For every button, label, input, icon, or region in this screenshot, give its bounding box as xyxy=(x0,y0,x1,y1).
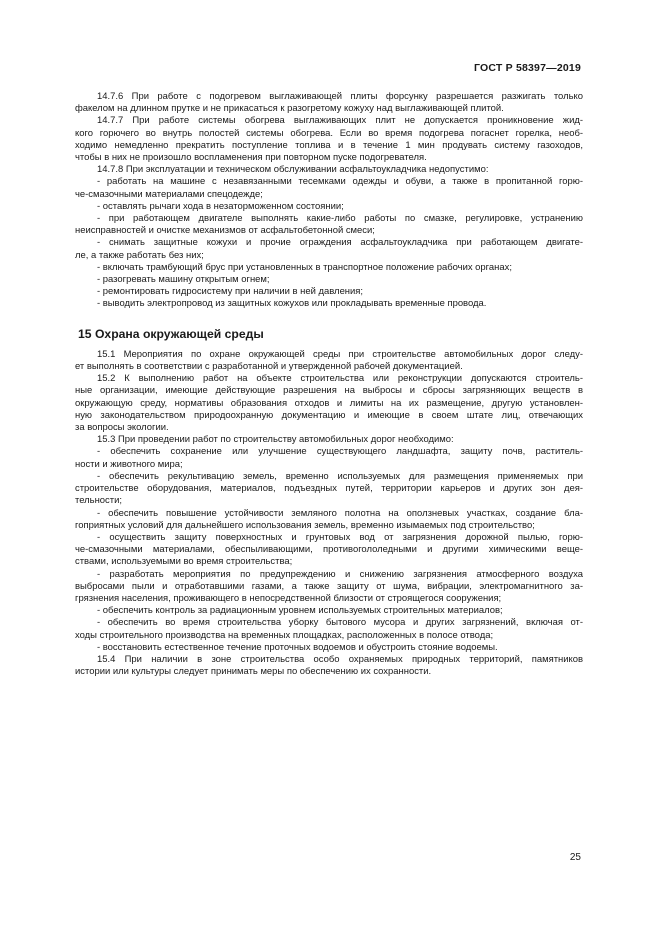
paragraph xyxy=(75,434,583,654)
text-line: 15.4 При наличии в зоне строительства особо охраняемых природных территорий, памятников xyxy=(97,653,583,665)
text-line: за вопросы экологии. xyxy=(75,422,169,434)
text-line: окружающую среду, нормативы образования отходов и лимиты на их размещение, другую установлен- xyxy=(75,397,583,409)
text-line: факелом на длинном прутке и не прикасаться к разогретому кожуху над выглаживающей плитой. xyxy=(75,103,504,115)
text-line: истории или культуры следует принимать меры по обеспечению их сохранности. xyxy=(75,666,432,678)
text-line: ности и животного мира; xyxy=(75,458,183,470)
text-line: - ремонтировать гидросистему при наличии в ней давления; xyxy=(97,286,364,298)
text-line: - разработать мероприятия по предупреждению и снижению загрязнения атмосферного воздуха xyxy=(97,568,583,580)
page-number: 25 xyxy=(569,852,581,863)
paragraph xyxy=(75,349,583,373)
text-line: чтобы в них не произошло воспламенения при повторном пуске подогревателя. xyxy=(75,152,427,164)
section-15-heading: 15 Охрана окружающей среды xyxy=(78,326,264,341)
text-line: выбросами пыли и отработавшими газами, а также защиту от шума, вибрации, электромагнитного за- xyxy=(75,580,583,592)
text-line: 15.1 Мероприятия по охране окружающей среды при строительстве автомобильных дорог следу- xyxy=(97,348,583,360)
text-line: 14.7.6 При работе с подогревом выглаживающей плиты форсунку разрешается разжигать только xyxy=(97,91,583,102)
text-line: - выводить электропровод из защитных кожухов или прокладывать временные провода. xyxy=(97,298,487,310)
paragraph xyxy=(75,164,583,310)
text-line: тельности; xyxy=(75,495,122,507)
text-line: ные организации, имеющие действующие разрешения на выбросы и сбросы загрязняющих веществ в xyxy=(75,385,583,397)
text-line: - обеспечить рекультивацию земель, временно используемых для размещения применяемых при xyxy=(97,470,583,482)
text-line: - обеспечить во время строительства уборку бытового мусора и других загрязнений, включая от- xyxy=(97,617,583,629)
text-line: - разогревать машину открытым огнем; xyxy=(97,274,270,286)
paragraph xyxy=(75,115,583,164)
text-line: че-смазочными материалами спецодежде; xyxy=(75,188,263,200)
text-line: ную законодательством природоохранную документацию и имеющие в своем штате лиц, отвечающих xyxy=(75,409,583,421)
text-line: - оставлять рычаги хода в незаторможенном состоянии; xyxy=(97,200,344,212)
text-line: неисправностей и очистке механизмов от асфальтобетонной смеси; xyxy=(75,225,375,237)
text-line: - снимать защитные кожухи и прочие ограждения асфальтоукладчика при работающем двигате- xyxy=(97,237,583,249)
text-line: ет выполнять в соответствии с разработанной и утвержденной рабочей документацией. xyxy=(75,361,463,373)
paragraph xyxy=(75,654,583,678)
text-line: ствами, используемыми во время строительства; xyxy=(75,556,293,568)
text-line: - восстановить естественное течение проточных водоемов и обустроить стояние водоемы. xyxy=(97,641,498,653)
document-body xyxy=(75,91,583,678)
text-line: гоприятных условий для дальнейшего использования земель, временно изымаемых под строительство; xyxy=(75,519,535,531)
text-line: ходимо немедленно прекратить поступление топлива и в течение 1 мин продувать систему газоходов, xyxy=(75,139,583,151)
section-15-body xyxy=(75,349,583,678)
text-line: - обеспечить повышение устойчивости земляного полотна на оползневых участках, создание бла- xyxy=(97,507,583,519)
text-line: кого горючего во внутрь полостей системы обогрева. Если во время подогрева погаснет горелка, необ- xyxy=(75,127,583,139)
text-line: - при работающем двигателе выполнять какие-либо работы по смазке, регулировке, устранению xyxy=(97,213,583,225)
text-line: - включать трамбующий брус при установленных в транспортное положение рабочих органах; xyxy=(97,261,512,273)
text-line: 15.2 К выполнению работ на объекте строительства или реконструкции допускаются строитель- xyxy=(97,373,583,385)
text-line: - обеспечить сохранение или улучшение существующего ландшафта, защиту почв, раститель- xyxy=(97,446,583,458)
text-line: ходы строительного производства на временных площадках, расположенных в полосе отвода; xyxy=(75,629,494,641)
text-line: 15.3 При проведении работ по строительству автомобильных дорог необходимо: xyxy=(97,434,454,446)
text-line: 14.7.8 При эксплуатации и техническом обслуживании асфальтоукладчика недопустимо: xyxy=(97,164,489,176)
paragraph xyxy=(75,373,583,434)
text-line: че-смазочными материалами, обеспыливающими, противогололедными и другими химическими веще- xyxy=(75,544,583,556)
paragraph xyxy=(75,91,583,115)
text-line: грязнения населения, проживающего в непосредственной близости от строящегося сооружения; xyxy=(75,592,502,604)
text-line: - работать на машине с незавязанными тесемками одежды и обуви, а также в пропитанной горю- xyxy=(97,176,583,188)
text-line: строительстве оборудования, материалов, подъездных путей, территории карьеров и других зон дея- xyxy=(75,483,583,495)
text-line: 14.7.7 При работе системы обогрева выглаживающих плит не допускается проникновение жид- xyxy=(97,115,583,127)
section-14-continuation xyxy=(75,91,583,311)
text-line: ле, а также работать без них; xyxy=(75,249,204,261)
document-standard-id: ГОСТ Р 58397—2019 xyxy=(473,62,581,74)
text-line: - обеспечить контроль за радиационным уровнем используемых строительных материалов; xyxy=(97,605,503,617)
text-line: - осуществить защиту поверхностных и грунтовых вод от загрязнения дорожной пылью, горю- xyxy=(97,531,583,543)
